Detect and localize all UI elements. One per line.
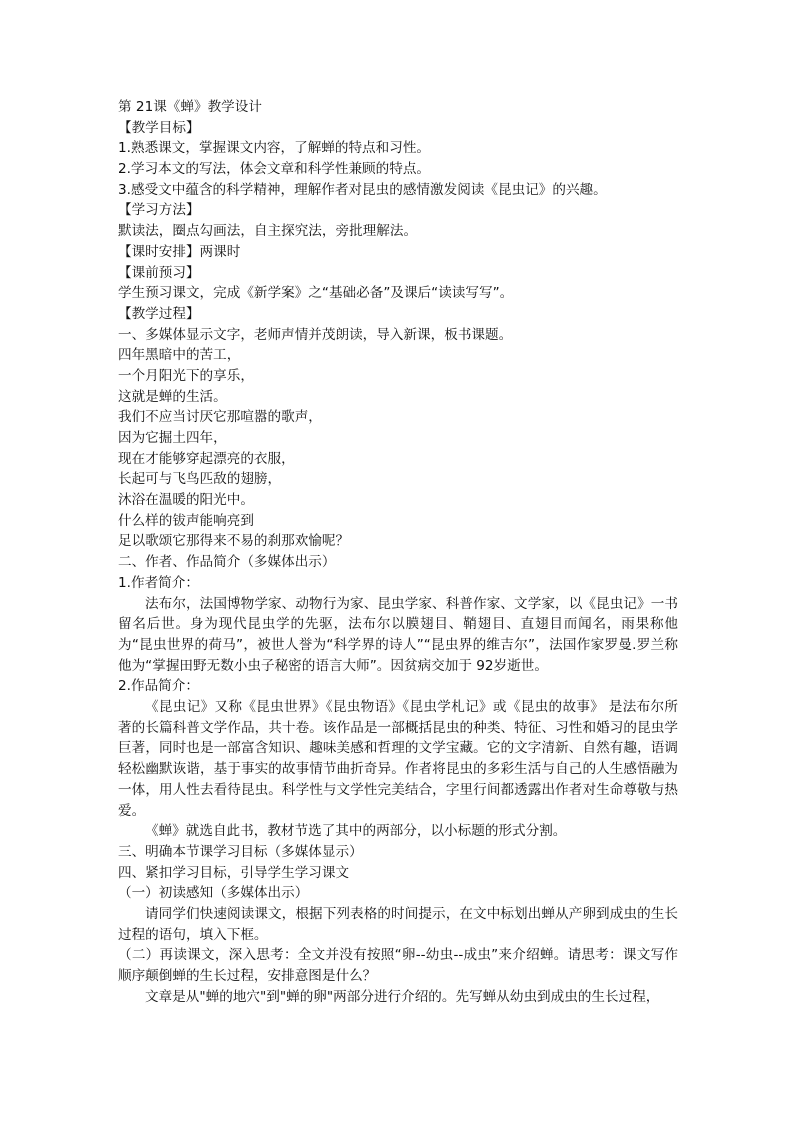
preview-text: 学生预习课文，完成《新学案》之“基础必备”及课后“读读写写”。 xyxy=(118,285,514,302)
poem-line: 这就是蝉的生活。 xyxy=(118,388,227,405)
goal-1: 1.熟悉课文，掌握课文内容，了解蝉的特点和习性。 xyxy=(118,140,431,157)
goal-3: 3.感受文中蕴含的科学精神，理解作者对昆虫的感情激发阅读《昆虫记》的兴趣。 xyxy=(118,181,607,198)
poem-line: 我们不应当讨厌它那喧嚣的歌声， xyxy=(118,409,322,426)
heading-teaching-goals: 【教学目标】 xyxy=(118,119,200,136)
excerpt-paragraph: 《蝉》就选自此书，教材节选了其中的两部分，以小标题的形式分割。 xyxy=(145,823,567,840)
author-intro-heading: 1.作者简介： xyxy=(118,574,199,591)
work-intro-heading: 2.作品简介： xyxy=(118,678,199,695)
section-3-heading: 三、明确本节课学习目标（多媒体显示） xyxy=(118,843,363,860)
poem-line: 四年黑暗中的苦工， xyxy=(118,347,241,364)
heading-learning-methods: 【学习方法】 xyxy=(118,202,200,219)
poem-line: 什么样的钹声能响亮到 xyxy=(118,512,254,529)
class-schedule: 【课时安排】两课时 xyxy=(118,243,241,260)
learning-methods-text: 默读法，圈点勾画法，自主探究法，旁批理解法。 xyxy=(118,223,418,240)
subsection-2-paragraph: （二）再读课文，深入思考：全文并没有按照“卵--幼虫--成虫”来介绍蝉。请思考：课文写作顺序颠倒蝉的生长过程，安排意图是什么？ xyxy=(118,947,678,985)
poem-line: 足以歌颂它那得来不易的刹那欢愉呢？ xyxy=(118,533,350,550)
section-2-heading: 二、作者、作品简介（多媒体出示） xyxy=(118,554,336,571)
section-1-heading: 一、多媒体显示文字，老师声情并茂朗读，导入新课，板书课题。 xyxy=(118,326,513,343)
document-title: 第 21课《蝉》教学设计 xyxy=(118,99,262,115)
poem-line: 沐浴在温暖的阳光中。 xyxy=(118,492,254,509)
section-4-heading: 四、紧扣学习目标，引导学生学习课文 xyxy=(118,864,350,881)
document-body xyxy=(118,97,678,1008)
closing-paragraph: 文章是从"蝉的地穴"到"蝉的卵"两部分进行介绍的。先写蝉从幼虫到成虫的生长过程， xyxy=(145,988,660,1005)
work-intro-paragraph: 《昆虫记》又称《昆虫世界》《昆虫物语》《昆虫学札记》或《昆虫的故事》 是法布尔所著的长篇科普文学作品，共十卷。该作品是一部概括昆虫的种类、特征、习性和婚习的昆虫学巨著，同时也是一部富含知识、趣味美感和哲理的文学宝藏。它的文字清新、自然有趣，语调轻松幽默诙谐，基于事实的故事情节曲折奇异。作者将昆虫的多彩生活与自己的人生感悟融为一体，用人性去看待昆虫。科学性与文学性完美结合，字里行间都透露出作者对生命尊敬与热爱。 xyxy=(118,699,678,819)
subsection-1-heading: （一）初读感知（多媒体出示） xyxy=(118,885,309,902)
poem-line: 因为它掘土四年， xyxy=(118,430,227,446)
author-intro-paragraph: 法布尔，法国博物学家、动物行为家、昆虫学家、科普作家、文学家，以《昆虫记》一书留名后世。身为现代昆虫学的先驱，法布尔以膜翅目、鞘翅目、直翅目而闻名，雨果称他为“昆虫世界的荷马”，被世人誉为“科学界的诗人”“昆虫界的维吉尔”，法国作家罗曼.罗兰称他为“掌握田野无数小虫子秘密的语言大师”。因贫病交加于 92岁逝世。 xyxy=(118,595,678,674)
heading-preview: 【课前预习】 xyxy=(118,264,200,281)
heading-teaching-process: 【教学过程】 xyxy=(118,305,200,322)
subsection-1-paragraph: 请同学们快速阅读课文，根据下列表格的时间提示，在文中标划出蝉从产卵到成虫的生长过程的语句，填入下框。 xyxy=(118,905,678,943)
poem-line: 长起可与飞鸟匹敌的翅膀， xyxy=(118,471,282,488)
poem-line: 现在才能够穿起漂亮的衣服， xyxy=(118,450,295,467)
poem-line: 一个月阳光下的享乐， xyxy=(118,367,254,384)
goal-2: 2.学习本文的写法，体会文章和科学性兼顾的特点。 xyxy=(118,161,431,178)
